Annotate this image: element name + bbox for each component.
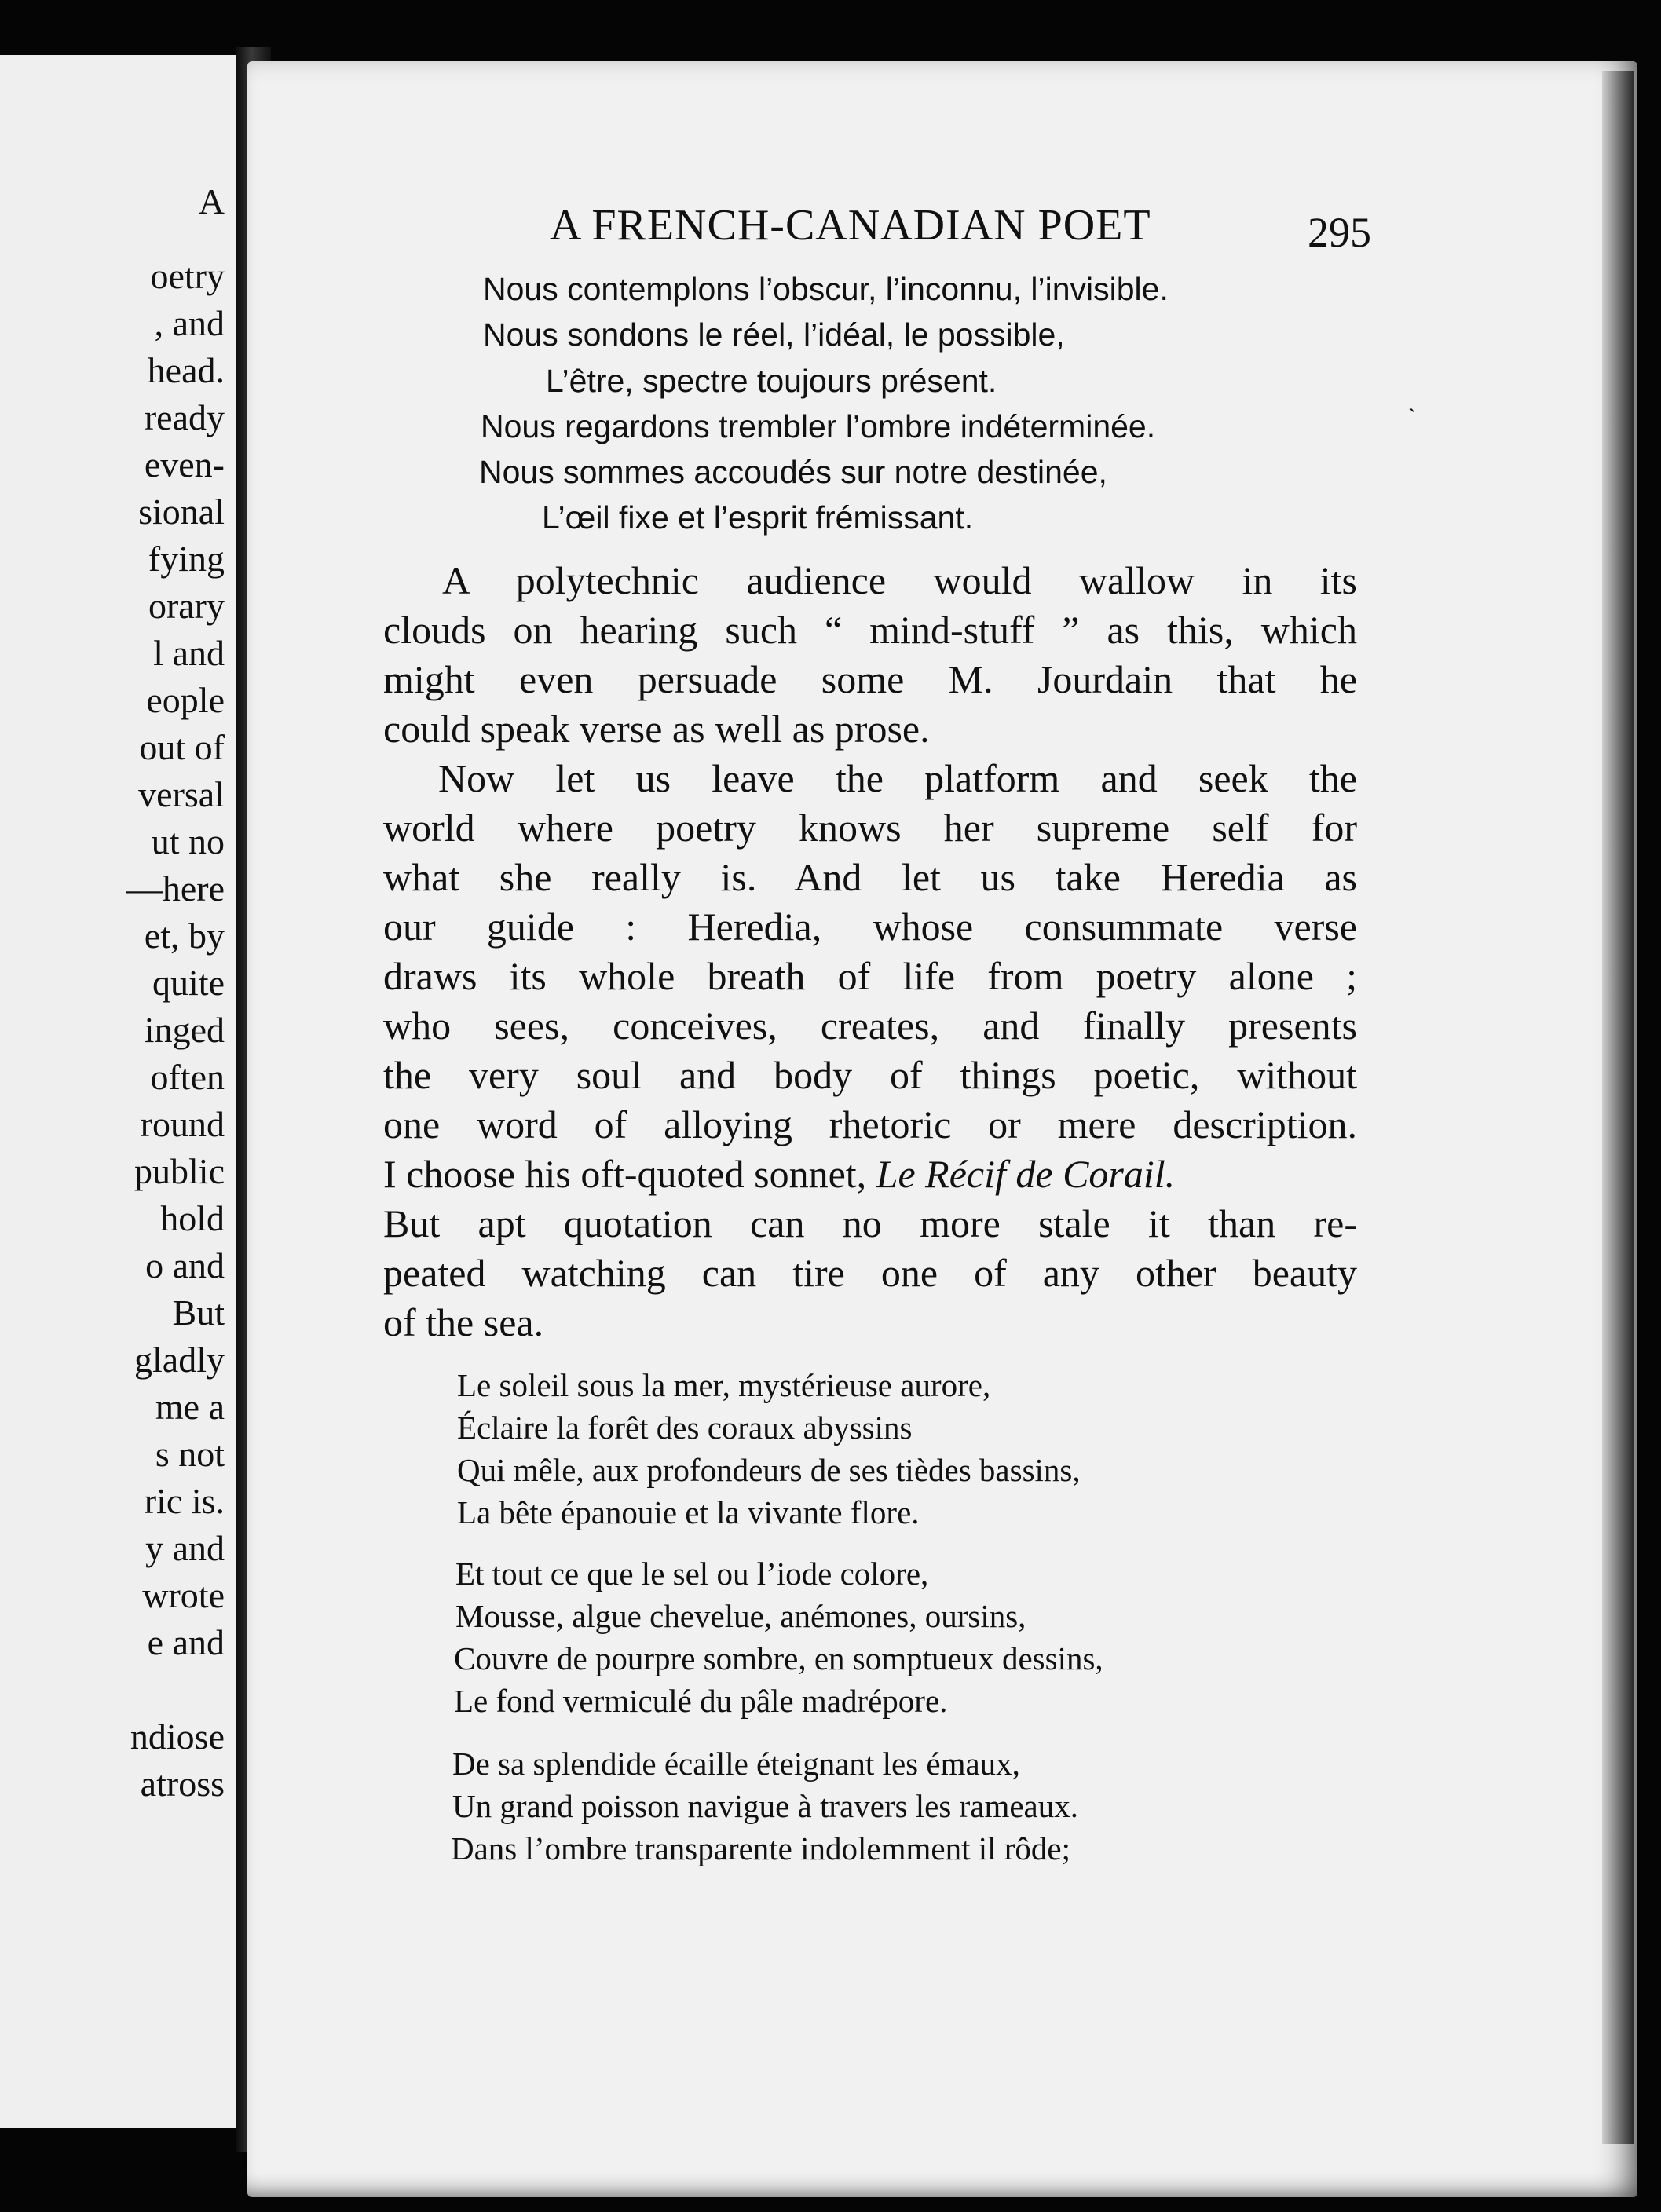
left-page-line: public	[134, 1151, 225, 1191]
left-page-line: atross	[140, 1764, 225, 1804]
sonnet-line: Éclaire la forêt des coraux abyssins	[457, 1409, 913, 1446]
left-page-line: oetry	[150, 256, 225, 296]
paragraph-line	[383, 1151, 1357, 1197]
left-page-line: orary	[148, 586, 225, 626]
left-page-line: s not	[155, 1434, 225, 1474]
left-page-line: et, by	[144, 916, 225, 956]
left-page-line: out of	[139, 727, 225, 767]
left-page-line: inged	[144, 1010, 225, 1050]
stray-mark: `	[1408, 404, 1416, 430]
sonnet-line: Un grand poisson navigue à travers les rameaux.	[452, 1788, 1078, 1824]
left-page-line: head.	[147, 350, 225, 390]
left-page-line: y and	[145, 1528, 225, 1568]
page-number: 295	[1308, 209, 1371, 256]
left-page-line: even-	[144, 444, 225, 484]
left-page-line: eople	[146, 680, 225, 720]
running-header: A FRENCH-CANADIAN POET	[550, 201, 1151, 250]
left-page-line: ndiose	[130, 1717, 225, 1757]
paragraph-line: what she really is. And let us take Heredia as	[383, 855, 1357, 899]
paragraph-line: peated watching can tire one of any other beauty	[383, 1251, 1357, 1295]
sonnet-line: Et tout ce que le sel ou l’iode colore,	[455, 1556, 929, 1592]
left-page-line: l and	[153, 633, 225, 673]
paragraph-line: draws its whole breath of life from poetry alone ;	[383, 954, 1357, 998]
paragraph-line: But apt quotation can no more stale it than re-	[383, 1201, 1357, 1245]
paragraph-line: of the sea.	[383, 1300, 544, 1344]
paragraph-line: could speak verse as well as prose.	[383, 707, 930, 751]
left-page-line: gladly	[134, 1340, 225, 1380]
paragraph-line: might even persuade some M. Jourdain that he	[383, 657, 1357, 701]
sonnet-line: La bête épanouie et la vivante flore.	[457, 1494, 920, 1530]
left-page-line: me a	[155, 1387, 225, 1427]
paragraph-line: who sees, conceives, creates, and finally presents	[383, 1004, 1357, 1048]
left-page-line: , and	[154, 303, 225, 343]
left-page-line: fying	[148, 539, 225, 579]
left-page-line: hold	[160, 1198, 225, 1238]
left-page-line: often	[150, 1057, 225, 1097]
left-page-line: quite	[152, 963, 225, 1003]
paragraph-line: the very soul and body of things poetic, without	[383, 1053, 1357, 1097]
paragraph-line: A polytechnic audience would wallow in its	[442, 558, 1357, 602]
sonnet-line: Dans l’ombre transparente indolemment il rôde;	[451, 1830, 1071, 1866]
verse-line: Nous contemplons l’obscur, l’inconnu, l’invisible.	[483, 271, 1169, 307]
paragraph-line: world where poetry knows her supreme self for	[383, 806, 1357, 850]
left-page-line: o and	[145, 1245, 225, 1285]
verse-line: L’œil fixe et l’esprit frémissant.	[542, 499, 974, 536]
left-page-line: round	[140, 1104, 225, 1144]
left-page-line: —here	[126, 868, 225, 909]
verse-line: Nous sommes accoudés sur notre destinée,	[479, 454, 1107, 490]
left-page-line: But	[172, 1292, 225, 1333]
paragraph-line: Now let us leave the platform and seek the	[438, 756, 1357, 800]
paragraph-line: one word of alloying rhetoric or mere description.	[383, 1102, 1357, 1146]
verse-line: Nous regardons trembler l’ombre indéterminée.	[481, 408, 1156, 444]
paragraph-line: clouds on hearing such “ mind-stuff ” as this, which	[383, 608, 1357, 652]
left-page-line: versal	[138, 774, 225, 814]
sonnet-line: Mousse, algue chevelue, anémones, oursins,	[455, 1598, 1026, 1634]
left-page-line: sional	[138, 492, 225, 532]
sonnet-title: Le Récif de Corail.	[876, 1152, 1176, 1196]
left-page	[0, 55, 243, 2128]
sonnet-line: Le soleil sous la mer, mystérieuse aurore,	[457, 1367, 991, 1403]
paragraph-text: I choose his oft-quoted sonnet,	[383, 1152, 876, 1196]
left-page-line: ut no	[151, 821, 225, 861]
sonnet-line: De sa splendide écaille éteignant les émaux,	[452, 1746, 1020, 1782]
left-page-line: A	[198, 181, 225, 221]
left-page-line: ric is.	[144, 1481, 225, 1521]
verse-line: L’être, spectre toujours présent.	[546, 363, 997, 399]
page-edge-shadow	[1602, 71, 1634, 2144]
left-page-line: e and	[147, 1622, 225, 1662]
left-page-line: wrote	[142, 1575, 225, 1615]
sonnet-line: Couvre de pourpre sombre, en somptueux dessins,	[454, 1640, 1103, 1676]
paragraph-line: our guide : Heredia, whose consummate verse	[383, 905, 1357, 949]
verse-line: Nous sondons le réel, l’idéal, le possible,	[483, 316, 1065, 353]
left-page-line: ready	[144, 397, 225, 437]
sonnet-line: Qui mêle, aux profondeurs de ses tièdes bassins,	[457, 1452, 1081, 1488]
sonnet-line: Le fond vermiculé du pâle madrépore.	[454, 1683, 948, 1719]
